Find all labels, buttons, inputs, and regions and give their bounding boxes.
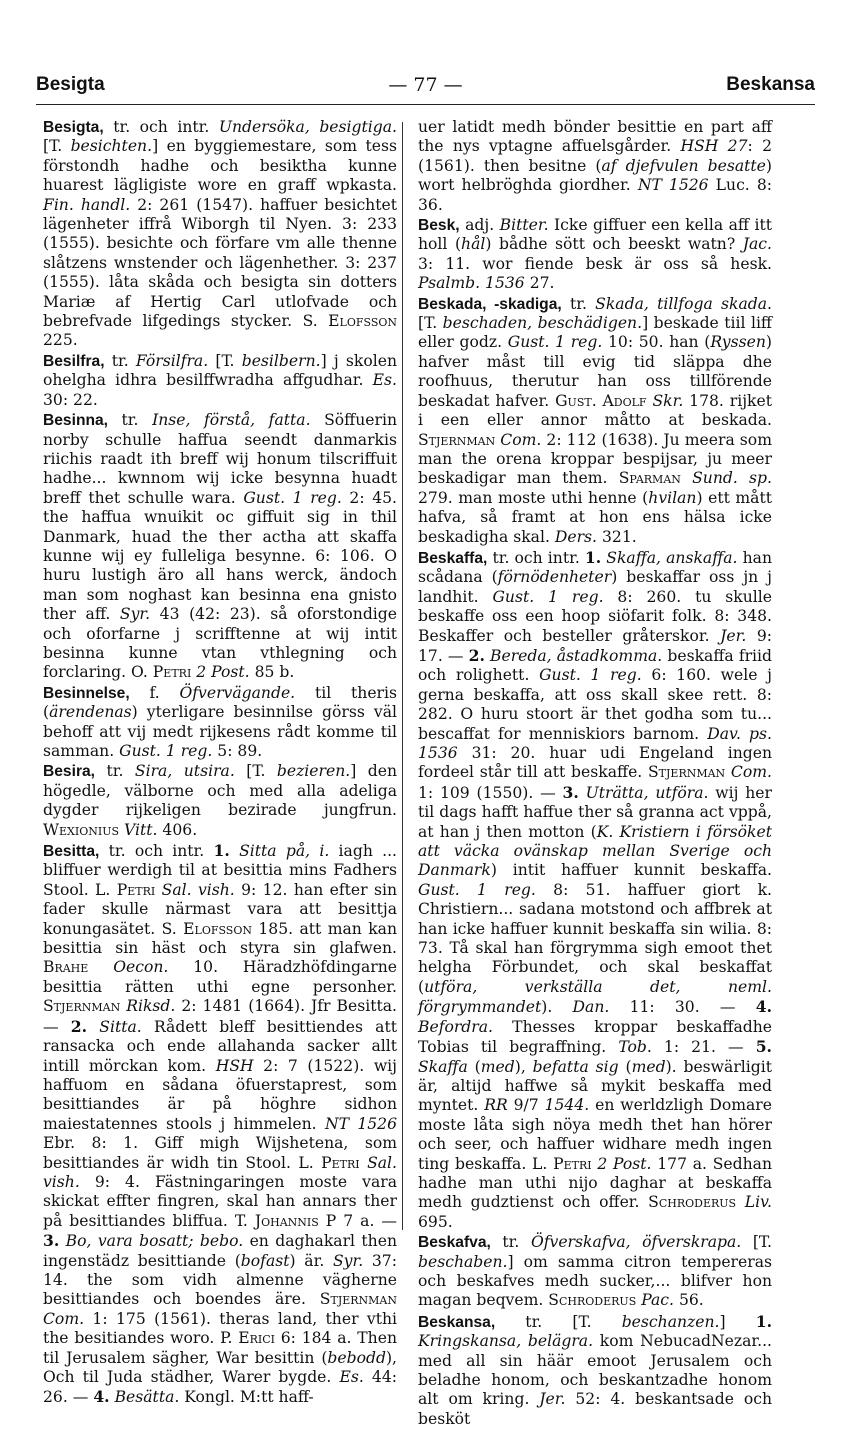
entry-text: Gust. 1 reg. xyxy=(418,880,536,899)
entry-text: Bitter. xyxy=(499,216,549,235)
entry-text: 9: 12. han efter sin fader skulle närmast vara att besittja konungasätet. S. xyxy=(43,880,397,938)
entry-text: Elofsson xyxy=(328,312,397,331)
entry-text: ) är. xyxy=(289,1251,333,1270)
entry-text: Sira, utsira. xyxy=(134,762,235,781)
entry-text: ), Och til Juda städher, Warer bygde. xyxy=(43,1348,397,1386)
entry-text: Försilfra. xyxy=(135,351,209,370)
entry-text: Jer. xyxy=(720,626,747,645)
headword: Besigta, xyxy=(43,119,104,136)
entry-text: befatta sig xyxy=(532,1057,619,1076)
headword: Besira, xyxy=(43,763,96,781)
entry-text: Oecon. xyxy=(113,958,169,977)
entry-text: beschanzen. xyxy=(621,1312,720,1331)
entry-text: med xyxy=(631,1057,666,1076)
entry-text: Thesses kroppar beskaffadhe Tobias til begraffning. xyxy=(418,1017,772,1057)
entry-text: RR xyxy=(484,1096,508,1115)
entry-text: ] en byggiemestare, som tess förstondh hadhe och besiktha kunne huarest lägligiste wore en graff wpkasta. xyxy=(43,137,397,195)
entry-text: Petri xyxy=(553,1154,592,1173)
entry-text: 1: 109 (1550). — xyxy=(418,783,563,802)
entry-text: tr. och intr. xyxy=(99,842,214,861)
entry-text: Stjernman xyxy=(418,430,496,449)
dictionary-entry xyxy=(418,118,772,215)
entry-text: Stjernman xyxy=(647,763,726,782)
entry-text: af djefvulen besatte xyxy=(601,156,766,175)
entry-text: wij her til dags hafft haffue ther så granna act vppå, at han j then motton ( xyxy=(418,783,772,841)
entry-text: 27. xyxy=(524,274,555,293)
entry-text: iagh ... bliffuer werdigh til at besittia mins Fadhers Stool. L. xyxy=(43,842,398,899)
entry-text: Icke giffuer een kella aff itt holl ( xyxy=(418,216,772,254)
entry-text: [T. xyxy=(208,351,242,370)
entry-text: Tob. xyxy=(618,1038,652,1057)
entry-text: Sal. vish. xyxy=(43,1153,397,1191)
entry-text: hvilan xyxy=(648,488,697,507)
entry-text: Söffuerin norby schulle haffua seendt danmarkis riichis raadt ith breff wij honum tilscriffuit hadhe... kwnnom wij icke besynna huadt breff thet schulle wara. xyxy=(43,411,397,507)
entry-text: NT 1526 xyxy=(637,176,709,195)
entry-text: ) wort helbröghda giordher. xyxy=(418,156,772,195)
entry-text: Rådett bleff besittiendes att ransacka och ende allahanda sacker allt intill mörckan kom. xyxy=(43,1017,397,1075)
entry-text: 225. xyxy=(43,331,78,350)
entry-text: Sparman xyxy=(618,469,681,488)
entry-text: Elofsson xyxy=(183,919,252,938)
page-number: — 77 — xyxy=(388,74,463,96)
entry-text: 1. xyxy=(584,547,602,567)
entry-text: Ebr. 8: 1. Giff migh Wijshetena, som besittiandes är widh tin Stool. L. xyxy=(43,1134,397,1172)
entry-text: Besätta. xyxy=(114,1388,180,1407)
entry-text: 6: 184 a. Then til Jerusalem sägher, War besittin ( xyxy=(43,1329,397,1367)
entry-text: ] xyxy=(719,1312,756,1331)
entry-text: ärendenas xyxy=(49,703,132,722)
entry-text: Fin. handl. xyxy=(43,195,131,214)
entry-text: 185. att man kan besittia sin häst och styra sin glafwen. xyxy=(43,919,397,958)
entry-text: Es. xyxy=(339,1368,364,1386)
entry-text: 406. xyxy=(157,820,198,839)
entry-text: Gust. 1 reg. xyxy=(507,333,603,352)
entry-text: [T. xyxy=(43,137,71,156)
entry-text: Schroderus xyxy=(548,1291,637,1310)
entry-text: kom NebucadNezar... med all sin häär emoot Jerusalem och beladhe honom, och beskantzadhe honom alt om kring. xyxy=(418,1332,772,1409)
entry-text: 8: 51. haffuer giort k. Christiern... sadana motstond och affbrek at han icke haffuer kunnit beskaffa sin wilia. 8: 73. Tå skal han förgrymma sigh emoot thet helgha Förbundet, och skal beskaffat ( xyxy=(418,880,772,996)
entry-text: 2: 112 (1638). Ju meera som man the orena kroppar bespijsar, ju meer beskadigar man them. xyxy=(418,430,772,488)
entry-text: Petri xyxy=(321,1153,360,1172)
entry-text: ( xyxy=(467,1057,481,1076)
entry-text: adj. xyxy=(459,216,500,235)
entry-text: Ders. xyxy=(554,527,598,546)
column-divider xyxy=(402,122,403,1230)
entry-text: Öfverskafva, öfverskrapa. xyxy=(530,1233,742,1252)
headword: Besk, xyxy=(418,217,460,235)
entry-text: tr. xyxy=(490,1233,531,1252)
entry-text: beschaben. xyxy=(418,1252,508,1271)
headword: Beskansa, xyxy=(418,1313,496,1331)
entry-text: 3. xyxy=(562,782,579,802)
entry-text: Skaffa, anskaffa. xyxy=(606,548,738,567)
entry-text: Jer. xyxy=(539,1390,566,1409)
entry-text: uer latidt medh bönder besittie en part aff the nys vptagne affuelsgårder. xyxy=(418,118,772,156)
entry-text: 2 Post. xyxy=(597,1154,652,1173)
entry-text: 1. xyxy=(755,1311,772,1331)
dictionary-entry xyxy=(418,216,772,294)
entry-text: tr. xyxy=(561,294,596,313)
entry-text: beskaffa friid och rolighett. xyxy=(418,646,773,685)
entry-text: 9/7 xyxy=(507,1096,545,1115)
entry-text: [T. xyxy=(418,314,443,333)
entry-text: Stjernman xyxy=(43,997,121,1016)
entry-text: besilbern. xyxy=(241,351,321,370)
entry-text: 6: 160. wele j gerna beskaffa, att oss skall skee rett. 8: 282. O huru stoort är thet godha som tu... bescaffat for menniskiors barnom. xyxy=(418,666,772,743)
entry-text: ) intit haffuer kunnit beskaffa. xyxy=(490,861,772,880)
entry-text: besichten. xyxy=(70,137,153,156)
entry-text: 9: 17. — xyxy=(418,626,772,665)
entry-text: ] j skolen ohelgha idhra besilffwradha affgudhar. xyxy=(43,351,397,390)
entry-text: 2: 1481 (1664). Jfr Besitta. — xyxy=(43,997,397,1036)
entry-text: 2. xyxy=(70,1016,88,1036)
entry-text: Wexionius xyxy=(43,820,120,839)
dictionary-entry xyxy=(43,762,397,840)
entry-text: ] om samma citron tempereras och beskafves medh sucker,... blifver hon magan beqvem. xyxy=(418,1252,772,1310)
entry-text: Petri xyxy=(152,663,192,682)
headword: Beskada, -skadiga, xyxy=(418,295,562,313)
entry-text: ( xyxy=(618,1057,632,1076)
entry-text: hål xyxy=(461,235,486,254)
entry-text: 4. xyxy=(755,997,772,1017)
entry-text: Ryssen xyxy=(710,333,766,352)
entry-text: 37: 14. the som vidh almenne vägherne besittiandes och boendes äre. xyxy=(43,1251,397,1309)
entry-text: 2: 261 (1547). haffuer besichtet lägenheter iffrå Wiborgh til Nyen. 3: 233 (1555). besichte och förfare vm alle thenne slåtzens wnstender och lägenhether. 3: 237 (1555). låta skåda och besigta sin dotters Mariæ af Hertig Carl utlofvade och bebrefvade lifgedings stycker. S. xyxy=(43,195,397,331)
entry-text: Bo, vara bosatt; bebo. xyxy=(65,1232,244,1251)
entry-text: Brahe xyxy=(43,958,89,977)
entry-text: ) yterligare besinnilse görss väl behoff att vij medt rijkesens rådt komme til samman. xyxy=(43,703,397,760)
header-rule xyxy=(36,104,815,105)
running-head-right: Beskansa xyxy=(726,74,815,95)
entry-text: [T. xyxy=(234,762,277,781)
running-head xyxy=(36,74,815,100)
entry-text: en daghakarl then ingenstädz besittiande ( xyxy=(43,1232,397,1270)
entry-text: Com. xyxy=(500,430,542,449)
entry-text: bofast xyxy=(240,1251,290,1270)
entry-text: Vitt. xyxy=(124,820,158,839)
entry-text: Kringskansa, belägra. xyxy=(418,1332,594,1351)
entry-text: 695. xyxy=(418,1212,453,1231)
entry-text: Pac. xyxy=(641,1291,674,1310)
headword: Beskaffa, xyxy=(418,549,488,567)
entry-text: Dav. ps. 1536 xyxy=(418,724,773,762)
dictionary-entry xyxy=(43,841,397,1408)
entry-text: 44: 26. — xyxy=(43,1368,397,1407)
entry-text: 5. xyxy=(755,1037,772,1057)
entry-text: Sitta på, i. xyxy=(239,842,330,861)
entry-text xyxy=(230,842,239,860)
entry-text: Befordra. xyxy=(418,1017,493,1036)
entry-text: Es. xyxy=(372,371,397,390)
entry-text xyxy=(681,469,692,487)
dictionary-entry xyxy=(43,352,397,410)
entry-text: Com. xyxy=(43,1309,85,1328)
dictionary-entry xyxy=(43,684,397,762)
entry-text: ). xyxy=(541,998,573,1017)
dictionary-entry xyxy=(418,1312,772,1429)
entry-text: Skada, tillfoga skada. xyxy=(595,294,772,313)
entry-text: ) hafver måst till evig tid släppa dhe roofhuus, therutur han oss tillförende beskadat hafver. xyxy=(418,333,772,410)
entry-text: 3. xyxy=(43,1231,60,1251)
entry-text: 10. Häradzhöfdingarne besittia rätten uthi egne personher. xyxy=(43,958,397,996)
entry-text: Syr. xyxy=(332,1251,364,1270)
entry-text: Stjernman xyxy=(319,1290,397,1309)
entry-text: Riksd. xyxy=(126,997,176,1016)
entry-text: tr. och intr. xyxy=(103,118,219,136)
entry-text: Syr. xyxy=(119,605,151,624)
entry-text: Sund. sp. xyxy=(692,469,772,488)
entry-text: Erici xyxy=(238,1329,275,1348)
entry-text: ] den högedle, välborne och med alla adeliga dygder rijkeligen bezirade jungfrun. xyxy=(43,762,398,820)
entry-text: 5: 89. xyxy=(212,742,263,760)
entry-text: ] beskade tiil liff eller godz. xyxy=(418,314,773,352)
entry-text: en werldzligh Domare moste låta sigh nöya medh thet han hörer och seer, och haffuer widhare medh ingen ting beskaffa. L. xyxy=(418,1096,772,1173)
entry-text: K. Kristiern i försöket att väcka ovänskap mellan Sverige och Danmark xyxy=(418,822,772,880)
entry-text: 8: 260. tu skulle beskaffe oss een hoop siöfarit folk. 8: 348. Beskaffer och besteller gråterskor. xyxy=(418,587,773,645)
entry-text: 1. xyxy=(213,841,230,861)
entry-text: utföra, verkställa det, neml. förgrymmandet xyxy=(418,977,772,1017)
entry-text: ) bådhe sött och beeskt watn? xyxy=(485,235,743,254)
entry-text: Psalmb. 1536 xyxy=(418,274,525,293)
entry-text: Inse, förstå, fatta. xyxy=(152,411,311,430)
entry-text: Schroderus xyxy=(648,1193,737,1212)
entry-text: Liv. xyxy=(744,1193,772,1212)
entry-text: med xyxy=(480,1057,515,1076)
headword: Besitta, xyxy=(43,843,100,861)
entry-text: beschaden, beschädigen. xyxy=(442,314,643,333)
entry-text: Jac. xyxy=(742,235,772,254)
dictionary-entry xyxy=(43,118,397,351)
entry-text: NT 1526 xyxy=(324,1114,398,1133)
entry-text: Dan. xyxy=(572,998,610,1017)
entry-text: 43 (42: 23). så oforstondige och oforfarne j scrifftenne at wij intit besinna kunne vtan vthlegning och forclaring. O. xyxy=(43,605,398,682)
entry-text: 9: 4. Fästningaringen moste vara skickat effter fingren, skal han annars ther på besittiandes bliffua. T. xyxy=(43,1172,397,1230)
entry-text: 178. rijket i een eller annor måtto at beskada. xyxy=(418,391,772,430)
running-head-left: Besigta xyxy=(36,74,105,95)
entry-text: [T. xyxy=(741,1233,772,1252)
entry-text: 279. man moste uthi henne ( xyxy=(418,488,649,507)
entry-text: Johannis xyxy=(254,1211,319,1230)
entry-text: tr. och intr. xyxy=(487,548,585,567)
entry-text xyxy=(88,958,113,976)
entry-text: Skaffa xyxy=(418,1057,468,1076)
entry-text: 177 a. Sedhan hadhe man uthi nijo daghar at beskaffa medh gudztienst och offer. xyxy=(418,1154,772,1212)
entry-text: 2. xyxy=(468,645,485,665)
entry-text: 4. xyxy=(93,1387,110,1407)
entry-text: Sal. vish. xyxy=(161,880,235,899)
entry-text: 31: 20. huar udi Engeland ingen fordeel står till att beskaffe. xyxy=(418,744,772,782)
entry-text: tr. xyxy=(95,762,135,781)
headword: Besinna, xyxy=(43,412,108,430)
entry-text xyxy=(579,784,586,802)
entry-text: 1544. xyxy=(544,1096,590,1115)
entry-text: HSH xyxy=(215,1056,254,1075)
entry-text: bebodd xyxy=(327,1348,386,1367)
entry-text: Gust. 1 reg. xyxy=(119,742,213,760)
entry-text: ). beswärligit är, altijd haffwe så mykit beskaffa med myntet. xyxy=(418,1057,772,1115)
entry-text xyxy=(736,1193,745,1211)
entry-text: 1: 175 (1561). theras land, ther vthi the besitiandes woro. P. xyxy=(43,1309,397,1348)
dictionary-entry xyxy=(43,411,397,683)
entry-text: Gust. 1 reg. xyxy=(539,666,642,685)
entry-text: Undersöka, besigtiga. xyxy=(218,118,397,136)
right-column xyxy=(418,118,772,1430)
entry-text: bezieren. xyxy=(276,762,351,781)
entry-text: 321. xyxy=(597,527,637,546)
entry-text: Petri xyxy=(116,880,156,899)
entry-text: han sсådana ( xyxy=(418,548,773,587)
entry-text: förnödenheter xyxy=(497,568,612,587)
entry-text: Luc. 8: 36. xyxy=(418,176,772,214)
headword: Beskafva, xyxy=(418,1234,491,1252)
entry-text: P 7 a. — xyxy=(318,1211,397,1230)
entry-text: Gust. 1 reg. xyxy=(492,587,604,606)
entry-text: Gust. 1 reg. xyxy=(243,488,342,507)
entry-text: 2 Post. xyxy=(196,663,250,682)
entry-text: 2: 45. the haffua wnuikit oc giffuit sig in thil Danmark, huad the ther actha att skaffa kunne wij ey fulleliga besynne. 6: 106. O huru lustigh äro all hans werck, ändoch man som noghast kan besinna ena gnisto ther aff. xyxy=(43,488,398,624)
dictionary-entry xyxy=(418,295,772,547)
entry-text: 2: 7 (1522). wij haffuom en sådana öfuerstaprest, som besittiandes är på höghre sidhon maiestatennes stools j himmelen. xyxy=(43,1056,397,1133)
entry-text: Gust. xyxy=(555,391,597,410)
entry-text: Uträtta, utföra. xyxy=(585,783,709,802)
entry-text: Öfvervägande. xyxy=(179,683,296,702)
entry-text: Com. xyxy=(730,763,772,782)
entry-text: 1: 21. — xyxy=(651,1038,756,1057)
entry-text: 56. xyxy=(673,1291,704,1310)
headword: Besilfra, xyxy=(43,352,105,370)
entry-text: Skr. xyxy=(652,391,684,410)
entry-text: tr. xyxy=(104,351,136,370)
entry-text: Bereda, åstadkomma. xyxy=(490,646,663,665)
entry-text: Kongl. M:tt haff- xyxy=(179,1388,314,1407)
entry-text xyxy=(87,1018,99,1036)
entry-text: : 2 (1561). then besitne ( xyxy=(418,137,772,175)
left-column xyxy=(43,118,397,1409)
headword: Besinnelse, xyxy=(43,684,130,702)
entry-text: ) ett mått hafva, så framt at hon ens hälsa icke beskadigha skal. xyxy=(418,488,773,546)
entry-text: tr. [T. xyxy=(495,1312,622,1331)
entry-text: f. xyxy=(129,683,180,702)
entry-text: til theris ( xyxy=(43,683,397,722)
entry-text: ) beskaffar oss jn j landhit. xyxy=(418,568,772,606)
entry-text: 11: 30. — xyxy=(609,998,756,1017)
entry-text: tr. xyxy=(108,411,153,430)
entry-text: 85 b. xyxy=(249,663,295,682)
entry-text: Adolf xyxy=(602,391,647,410)
entry-text: ), xyxy=(514,1057,533,1076)
entry-text: 30: 22. xyxy=(43,390,98,409)
entry-text xyxy=(360,1154,367,1172)
entry-text: 3: 11. wor fiende besk är oss så hesk. xyxy=(418,254,772,273)
entry-text: 52: 4. beskantsade och besköt xyxy=(418,1390,772,1428)
entry-text: 10: 50. han ( xyxy=(602,333,711,352)
dictionary-entry xyxy=(418,1233,772,1311)
entry-text: HSH 27 xyxy=(680,137,748,156)
dictionary-entry xyxy=(418,548,772,1232)
entry-text: Sitta. xyxy=(99,1017,142,1036)
